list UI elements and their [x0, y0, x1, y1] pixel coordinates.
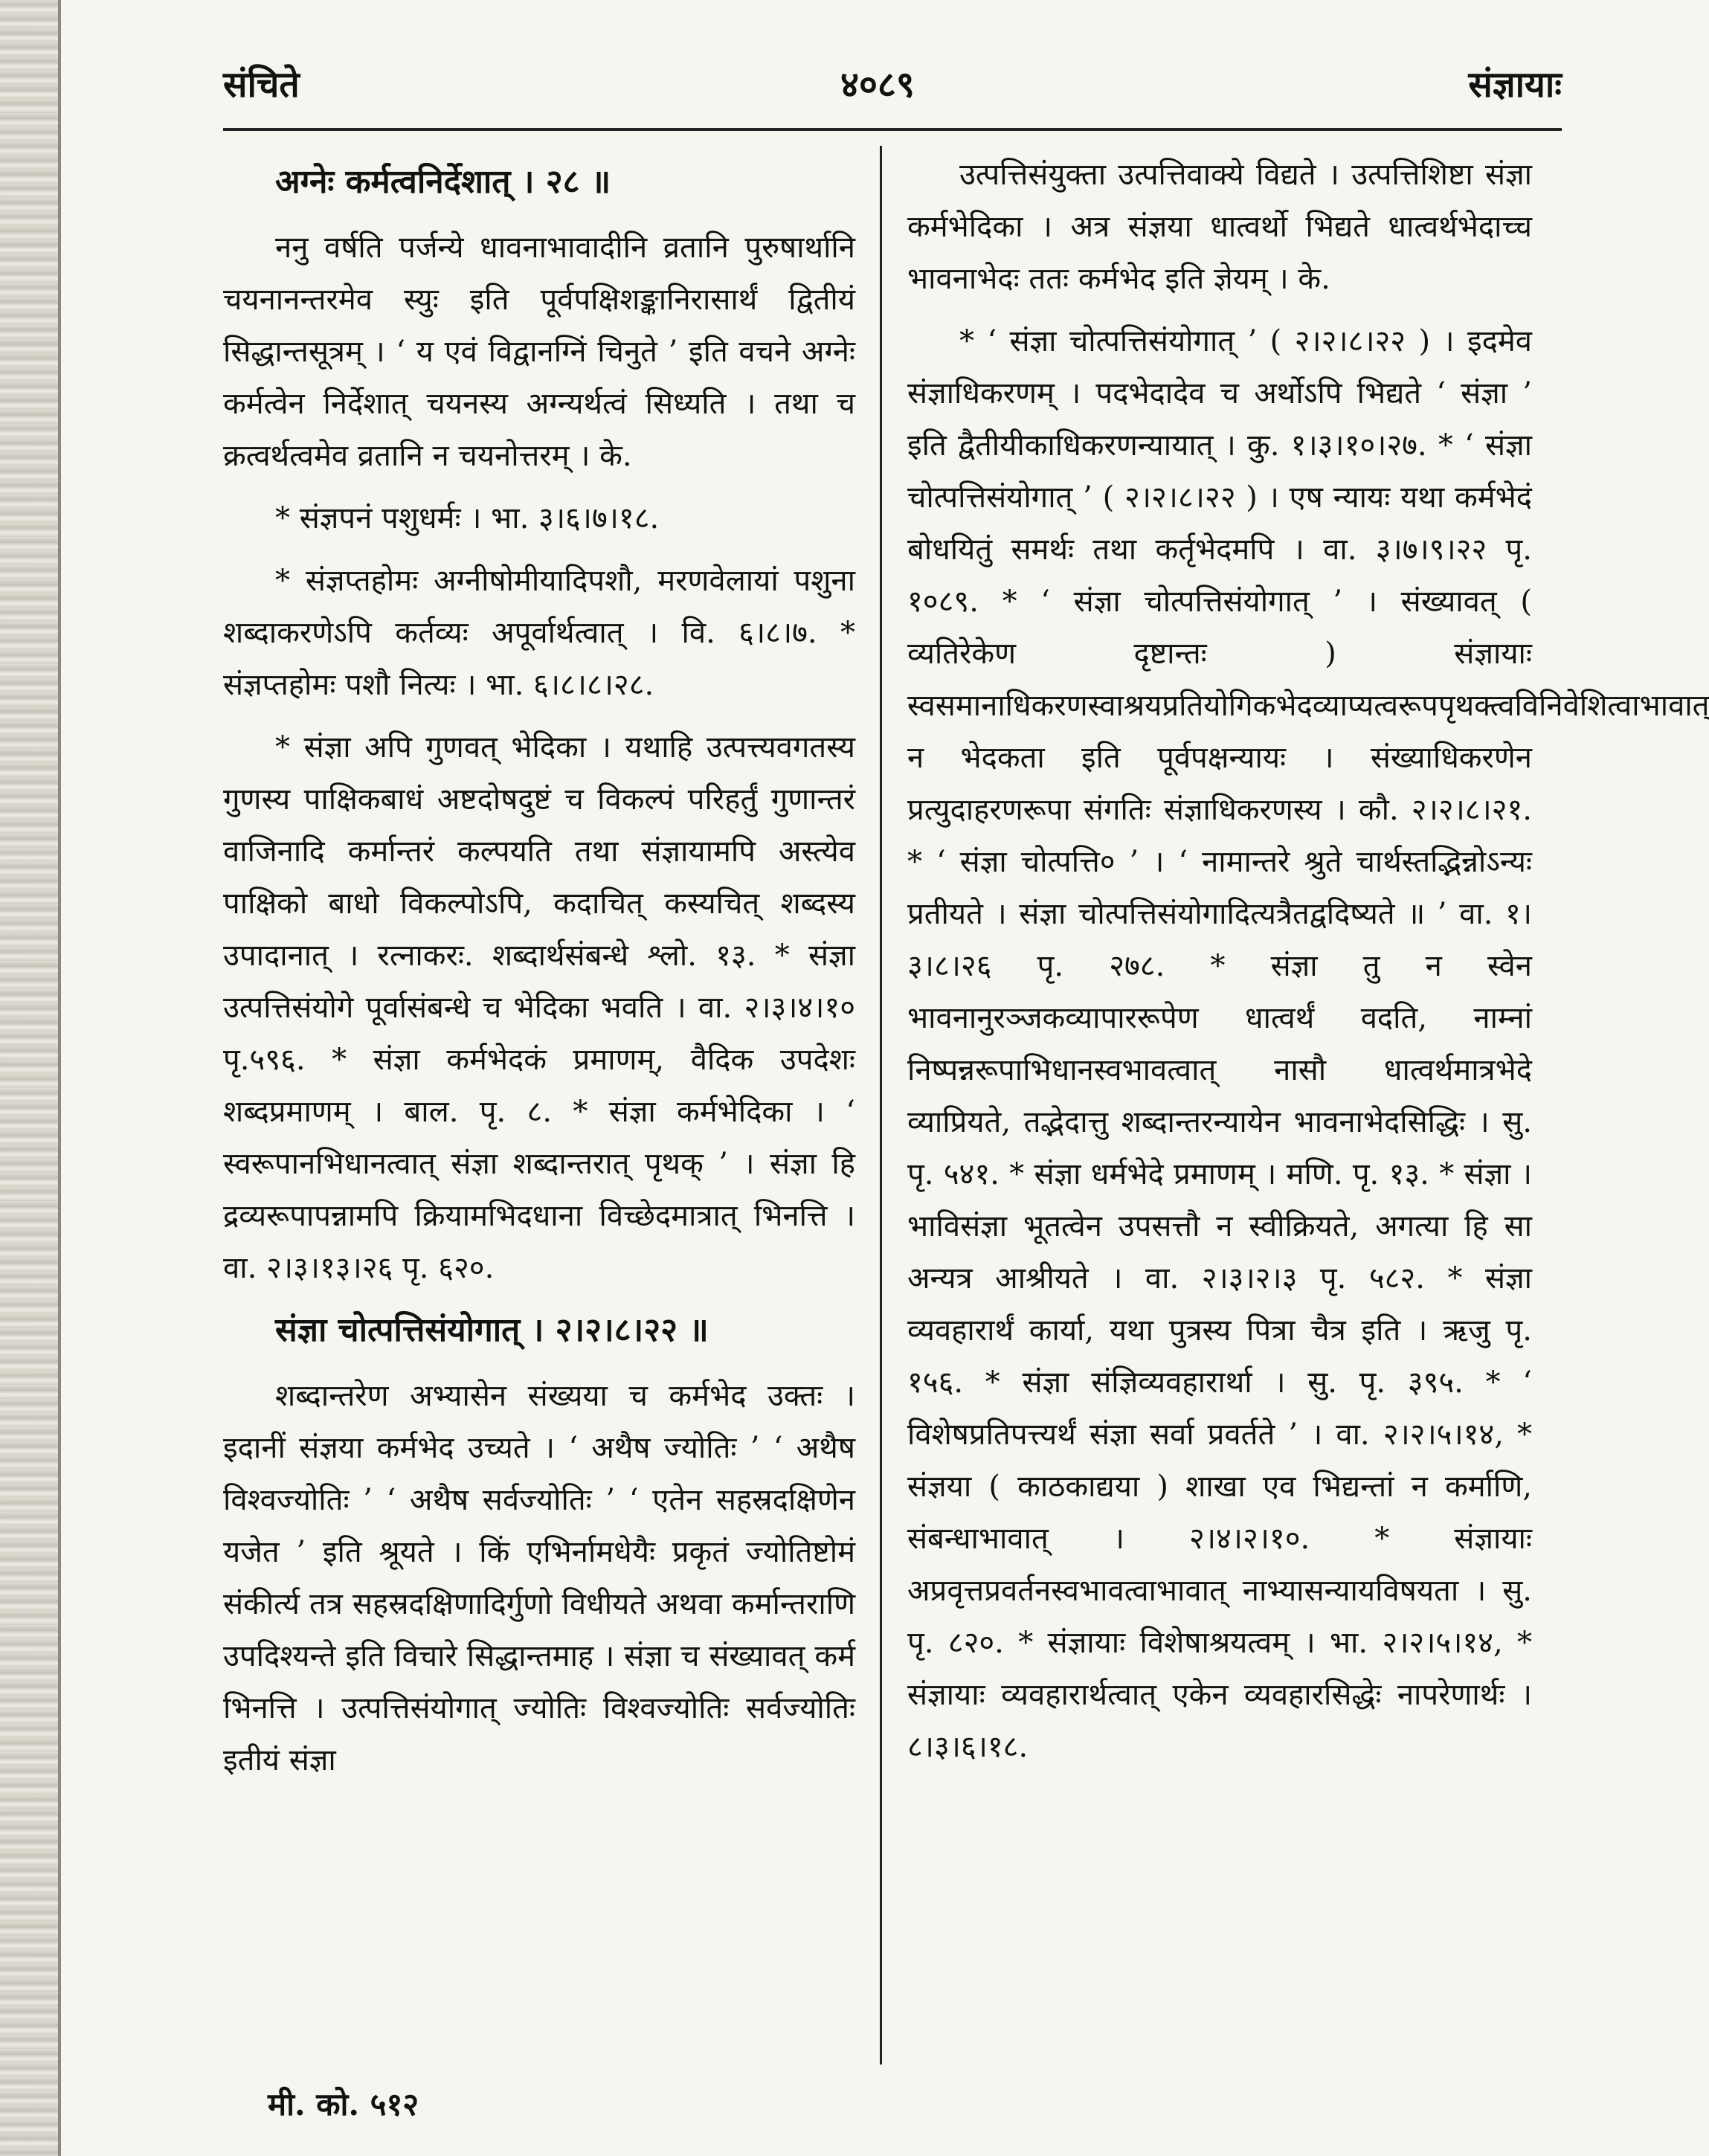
- page-number: ४०८९: [840, 64, 915, 106]
- paragraph: * संज्ञपनं पशुधर्मः । भा. ३।६।७।१८.: [275, 501, 660, 535]
- header-left-word: संचिते: [223, 64, 300, 106]
- book-binding-edge: [0, 0, 58, 2156]
- paragraph: ननु वर्षति पर्जन्ये धावनाभावादीनि व्रतानि पुरुषार्थानि चयनानन्तरमेव स्युः इति पूर्वपक्षिशङ्कानिरासार्थं द्वितीयं सिद्धान्तसूत्रम् । ‘ य एवं विद्वानग्निं चिनुते ’ इति वचने अग्नेः कर्मत्वेन निर्देशात् चयनस्य अग्न्यर्थत्वं सिध्यति । तथा च क्रत्वर्थत्वमेव व्रतानि न चयनोत्तरम् । के.: [223, 231, 855, 473]
- page-signature: मी. को. ५१२: [268, 2086, 419, 2123]
- page-header: [223, 59, 1562, 119]
- binding-shadow: [58, 0, 61, 2156]
- paragraph: * ‘ संज्ञा चोत्पत्तिसंयोगात् ’ ( २।२।८।२२ ) । इदमेव संज्ञाधिकरणम् । पदभेदादेव च अर्थोऽपि भिद्यते ‘ संज्ञा ’ इति द्वैतीयीकाधिकरणन्यायात् । कु. १।३।१०।२७. * ‘ संज्ञा चोत्पत्तिसंयोगात् ’ ( २।२।८।२२ ) । एष न्यायः यथा कर्मभेदं बोधयितुं समर्थः तथा कर्तृभेदमपि । वा. ३।७।९।२२ पृ. १०८९. * ‘ संज्ञा चोत्पत्तिसंयोगात् ’ । संख्यावत् ( व्यतिरेकेण दृष्टान्तः ) संज्ञायाः स्वसमानाधिकरणस्वाश्रयप्रतियोगिकभेदव्याप्यत्वरूपपृथक्त्वविनिवेशित्वाभावात् न भेदकता इति पूर्वपक्षन्यायः । संख्याधिकरणेन प्रत्युदाहरणरूपा संगतिः संज्ञाधिकरणस्य । कौ. २।२।८।२१. * ‘ संज्ञा चोत्पत्ति० ’ । ‘ नामान्तरे श्रुते चार्थस्तद्भिन्नोऽन्यः प्रतीयते । संज्ञा चोत्पत्तिसंयोगादित्यत्रैतद्वदिष्यते ॥ ’ वा. १।३।८।२६ पृ. २७८. * संज्ञा तु न स्वेन भावनानुरञ्जकव्यापाररूपेण धात्वर्थं वदति, नाम्नां निष्पन्नरूपाभिधानस्वभावत्वात् नासौ धात्वर्थमात्रभेदे व्याप्रियते, तद्भेदात्तु शब्दान्तरन्यायेन भावनाभेदसिद्धिः । सु. पृ. ५४१. * संज्ञा धर्मभेदे प्रमाणम् । मणि. पृ. १३. * संज्ञा । भाविसंज्ञा भूतत्वेन उपसत्तौ न स्वीक्रियते, अगत्या हि सा अन्यत्र आश्रीयते । वा. २।३।२।३ पृ. ५८२. * संज्ञा व्यवहारार्थं कार्या, यथा पुत्रस्य पित्रा चैत्र इति । ऋजु पृ. १५६. * संज्ञा संज्ञिव्यवहारार्था । सु. पृ. ३९५. * ‘ विशेषप्रतिपत्त्यर्थं संज्ञा सर्वा प्रवर्तते ’ । वा. २।२।५।१४, * संज्ञया ( काठकाद्यया ) शाखा एव भिद्यन्तां न कर्माणि, संबन्धाभावात् । २।४।२।१०. * संज्ञायाः अप्रवृत्तप्रवर्तनस्वभावत्वाभावात् नाभ्यासन्यायविषयता । सु. पृ. ८२०. * संज्ञायाः विशेषाश्रयत्वम् । भा. २।२।५।१४, * संज्ञायाः व्यवहारार्थत्वात् एकेन व्यवहारसिद्धेः नापरेणार्थः । ८।३।६।१८.: [907, 324, 1709, 1764]
- header-right-word: संज्ञायाः: [1468, 64, 1562, 106]
- paragraph: शब्दान्तरेण अभ्यासेन संख्यया च कर्मभेद उक्तः । इदानीं संज्ञया कर्मभेद उच्यते । ‘ अथैष ज्योतिः ’ ‘ अथैष विश्वज्योतिः ’ ‘ अथैष सर्वज्योतिः ’ ‘ एतेन सहस्रदक्षिणेन यजेत ’ इति श्रूयते । किं एभिर्नामधेयैः प्रकृतं ज्योतिष्टोमं संकीर्त्य तत्र सहस्रदक्षिणादिर्गुणो विधीयते अथवा कर्मान्तराणि उपदिश्यन्ते इति विचारे सिद्धान्तमाह । संज्ञा च संख्यावत् कर्म भिनत्ति । उत्पत्तिसंयोगात् ज्योतिः विश्वज्योतिः सर्वज्योतिः इतीयं संज्ञा: [223, 1379, 855, 1777]
- left-column: [223, 149, 855, 1797]
- header-rule: [223, 128, 1562, 131]
- paragraph: * संज्ञा अपि गुणवत् भेदिका । यथाहि उत्पत्त्यवगतस्य गुणस्य पाक्षिकबाधं अष्टदोषदुष्टं च विकल्पं परिहर्तुं गुणान्तरं वाजिनादि कर्मान्तरं कल्पयति तथा संज्ञायामपि अस्त्येव पाक्षिको बाधो विकल्पोऽपि, कदाचित् कस्यचित् शब्दस्य उपादानात् । रत्नाकरः. शब्दार्थसंबन्धे श्लो. १३. * संज्ञा उत्पत्तिसंयोगे पूर्वासंबन्धे च भेदिका भवति । वा. २।३।४।१० पृ.५९६. * संज्ञा कर्मभेदकं प्रमाणम्, वैदिक उपदेशः शब्दप्रमाणम् । बाल. पृ. ८. * संज्ञा कर्मभेदिका । ‘ स्वरूपानभिधानत्वात् संज्ञा शब्दान्तरात् पृथक् ’ । संज्ञा हि द्रव्यरूपापन्नामपि क्रियामभिदधाना विच्छेदमात्रात् भिनत्ति । वा. २।३।१३।२६ पृ. ६२०.: [223, 730, 855, 1285]
- right-column: [907, 149, 1709, 1783]
- sutra-heading-22: संज्ञा चोत्पत्तिसंयोगात् । २।२।८।२२ ॥: [275, 1311, 709, 1349]
- column-divider: [880, 146, 882, 2065]
- paragraph: उत्पत्तिसंयुक्ता उत्पत्तिवाक्ये विद्यते । उत्पत्तिशिष्टा संज्ञा कर्मभेदिका । अत्र संज्ञया धात्वर्थो भिद्यते धात्वर्थभेदाच्च भावनाभेदः ततः कर्मभेद इति ज्ञेयम् । के.: [907, 158, 1532, 296]
- sutra-heading-28: अग्नेः कर्मत्वनिर्देशात् । २८ ॥: [275, 163, 611, 201]
- paragraph: * संज्ञप्तहोमः अग्नीषोमीयादिपशौ, मरणवेलायां पशुना शब्दाकरणेऽपि कर्तव्यः अपूर्वार्थत्वात् । वि. ६।८।७. * संज्ञप्तहोमः पशौ नित्यः । भा. ६।८।८।२८.: [223, 564, 855, 702]
